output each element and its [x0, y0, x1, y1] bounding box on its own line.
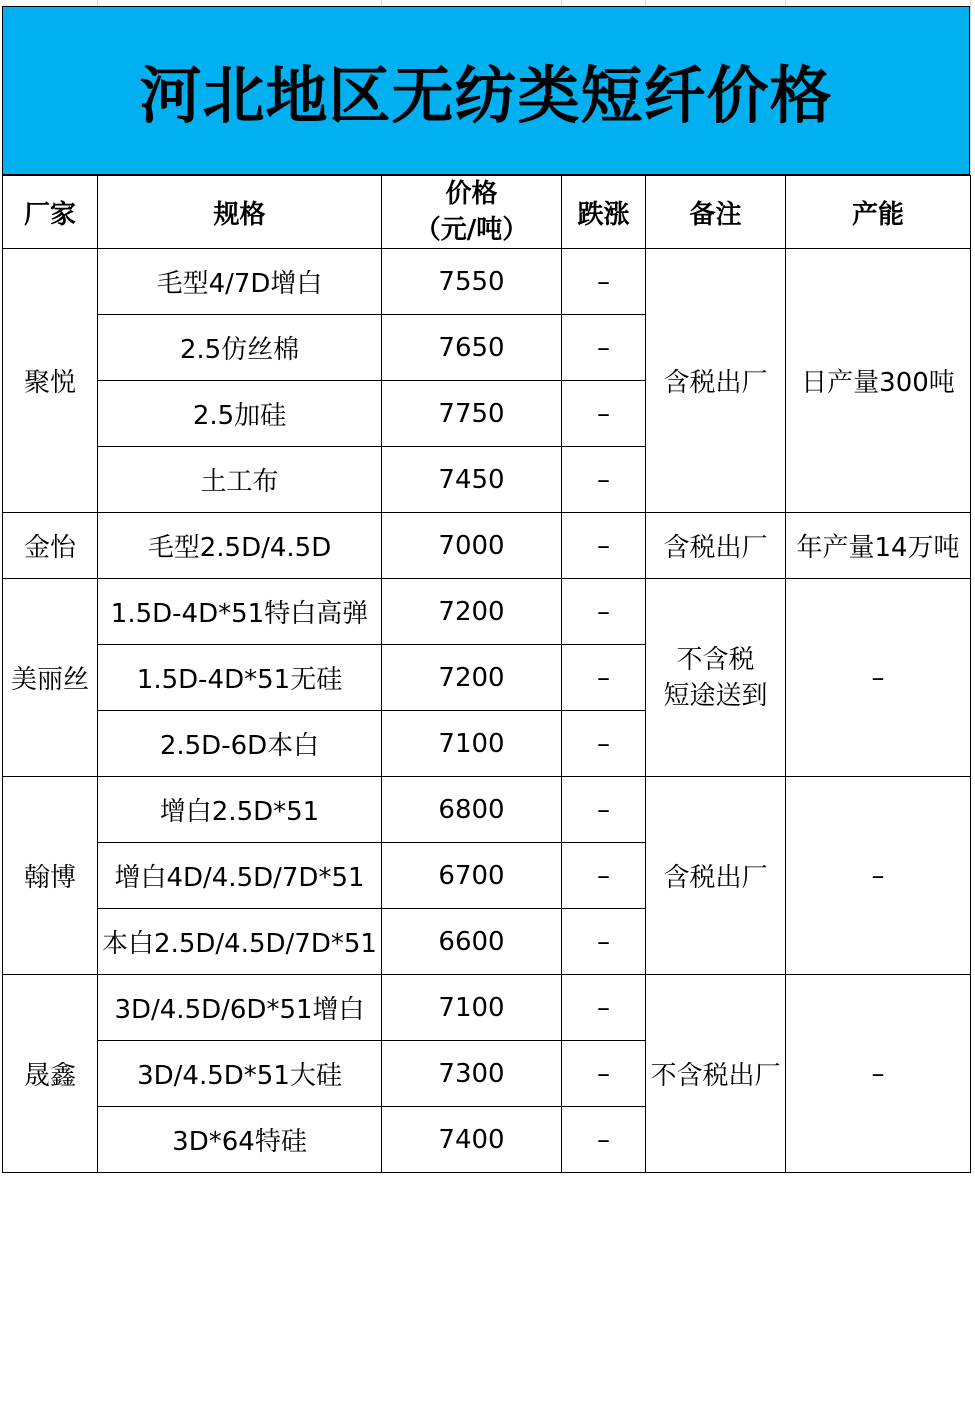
price-cell: 7300 — [382, 1041, 562, 1107]
change-cell: – — [562, 447, 646, 513]
table-row — [3, 249, 971, 315]
price-cell: 7100 — [382, 975, 562, 1041]
change-cell: – — [562, 513, 646, 579]
capacity-cell: – — [786, 975, 971, 1173]
page-title: 河北地区无纺类短纤价格 — [139, 59, 833, 132]
change-cell: – — [562, 1107, 646, 1173]
spec-cell: 2.5加硅 — [98, 381, 382, 447]
price-cell: 7400 — [382, 1107, 562, 1173]
title-banner — [2, 6, 970, 175]
table-row — [3, 579, 971, 645]
price-cell: 7100 — [382, 711, 562, 777]
spec-cell: 增白2.5D*51 — [98, 777, 382, 843]
table-row — [3, 975, 971, 1041]
note-cell: 不含税出厂 — [646, 975, 786, 1173]
spec-cell: 1.5D-4D*51特白高弹 — [98, 579, 382, 645]
header-change: 跌涨 — [562, 176, 646, 249]
spec-cell: 2.5D-6D本白 — [98, 711, 382, 777]
header-price-unit: （元/吨） — [414, 215, 529, 245]
header-spec: 规格 — [98, 176, 382, 249]
capacity-cell: 年产量14万吨 — [786, 513, 971, 579]
note-cell: 含税出厂 — [646, 249, 786, 513]
factory-cell: 聚悦 — [3, 249, 98, 513]
price-cell: 7650 — [382, 315, 562, 381]
note-cell — [646, 579, 786, 777]
spec-cell: 3D*64特硅 — [98, 1107, 382, 1173]
price-cell: 7450 — [382, 447, 562, 513]
price-cell: 7000 — [382, 513, 562, 579]
capacity-cell: 日产量300吨 — [786, 249, 971, 513]
note-line: 不含税 — [676, 644, 755, 675]
spec-cell: 增白4D/4.5D/7D*51 — [98, 843, 382, 909]
factory-cell: 金怡 — [3, 513, 98, 579]
spec-cell: 本白2.5D/4.5D/7D*51 — [98, 909, 382, 975]
price-cell: 6800 — [382, 777, 562, 843]
capacity-cell: – — [786, 579, 971, 777]
change-cell: – — [562, 381, 646, 447]
header-note: 备注 — [646, 176, 786, 249]
change-cell: – — [562, 315, 646, 381]
capacity-cell: – — [786, 777, 971, 975]
price-cell: 7200 — [382, 579, 562, 645]
table-row — [3, 777, 971, 843]
spec-cell: 2.5仿丝棉 — [98, 315, 382, 381]
price-cell: 6700 — [382, 843, 562, 909]
change-cell: – — [562, 975, 646, 1041]
price-cell: 7550 — [382, 249, 562, 315]
price-cell: 7200 — [382, 645, 562, 711]
note-line: 短途送到 — [663, 680, 768, 711]
change-cell: – — [562, 579, 646, 645]
change-cell: – — [562, 645, 646, 711]
price-cell: 7750 — [382, 381, 562, 447]
header-factory: 厂家 — [3, 176, 98, 249]
spec-cell: 毛型4/7D增白 — [98, 249, 382, 315]
price-table — [2, 175, 971, 1173]
spec-cell: 1.5D-4D*51无硅 — [98, 645, 382, 711]
spec-cell: 3D/4.5D*51大硅 — [98, 1041, 382, 1107]
spec-cell: 土工布 — [98, 447, 382, 513]
change-cell: – — [562, 843, 646, 909]
note-cell: 含税出厂 — [646, 777, 786, 975]
change-cell: – — [562, 1041, 646, 1107]
factory-cell: 晟鑫 — [3, 975, 98, 1173]
factory-cell: 美丽丝 — [3, 579, 98, 777]
spec-cell: 3D/4.5D/6D*51增白 — [98, 975, 382, 1041]
price-cell: 6600 — [382, 909, 562, 975]
header-row — [3, 176, 971, 249]
spec-cell: 毛型2.5D/4.5D — [98, 513, 382, 579]
note-cell: 含税出厂 — [646, 513, 786, 579]
header-price — [382, 176, 562, 249]
header-capacity: 产能 — [786, 176, 971, 249]
header-price-label: 价格 — [445, 179, 498, 209]
change-cell: – — [562, 777, 646, 843]
factory-cell: 翰博 — [3, 777, 98, 975]
table-row — [3, 513, 971, 579]
change-cell: – — [562, 249, 646, 315]
change-cell: – — [562, 711, 646, 777]
change-cell: – — [562, 909, 646, 975]
